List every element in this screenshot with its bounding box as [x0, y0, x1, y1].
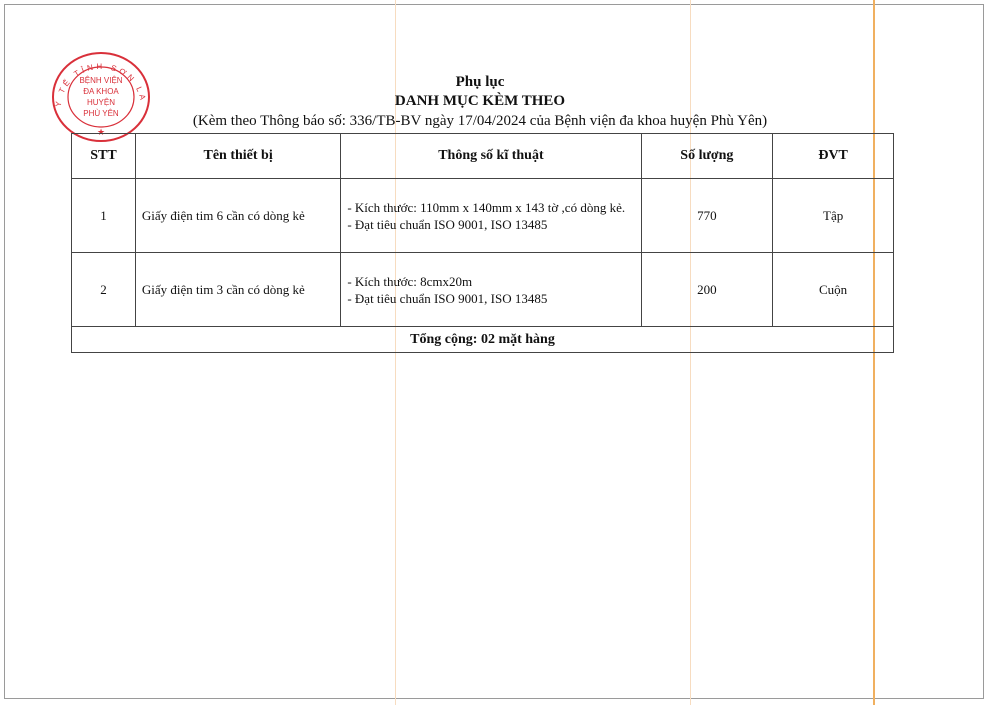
row-specs — [341, 179, 641, 253]
row-specs — [341, 253, 641, 327]
document-subtitle: (Kèm theo Thông báo số: 336/TB-BV ngày 17/04/2024 của Bệnh viện đa khoa huyện Phù Yên) — [192, 113, 768, 129]
total-label: Tổng cộng: 02 mặt hàng — [72, 327, 894, 353]
row-stt: 1 — [72, 179, 136, 253]
table-row — [72, 179, 894, 253]
stamp-ring-text: Y TẾ TỈNH SƠN LA — [53, 61, 148, 108]
column-header-unit: ĐVT — [773, 134, 894, 179]
row-quantity: 770 — [641, 179, 773, 253]
column-header-name: Tên thiết bị — [135, 134, 340, 179]
table-header-row — [72, 134, 894, 179]
row-unit: Tập — [773, 179, 894, 253]
stamp-line: BỆNH VIỆN — [79, 76, 123, 85]
row-quantity: 200 — [641, 253, 773, 327]
column-header-specs: Thông số kĩ thuật — [341, 134, 641, 179]
spec-line: - Đạt tiêu chuẩn ISO 9001, ISO 13485 — [347, 216, 548, 232]
stamp-line: HUYỆN — [86, 98, 116, 107]
row-unit: Cuộn — [773, 253, 894, 327]
spec-line: - Kích thước: 8cmx20m — [347, 273, 473, 289]
document-title: DANH MỤC KÈM THEO — [394, 93, 566, 109]
equipment-table — [71, 133, 894, 353]
table-total-row — [72, 327, 894, 353]
column-header-quantity: Số lượng — [641, 134, 773, 179]
row-stt: 2 — [72, 253, 136, 327]
table-row — [72, 253, 894, 327]
row-name: Giấy điện tim 3 cần có dòng kẻ — [135, 253, 340, 327]
stamp-line: PHÙ YÊN — [83, 109, 119, 118]
stamp-star-icon: ★ — [96, 127, 106, 137]
appendix-label: Phụ lục — [455, 74, 505, 90]
stamp-line: ĐA KHOA — [83, 87, 119, 96]
row-name: Giấy điện tim 6 cần có dòng kẻ — [135, 179, 340, 253]
column-header-stt: STT — [72, 134, 136, 179]
hospital-stamp — [45, 47, 157, 142]
spec-line: - Kích thước: 110mm x 140mm x 143 tờ ,có dòng kẻ. — [347, 199, 626, 215]
spec-line: - Đạt tiêu chuẩn ISO 9001, ISO 13485 — [347, 290, 548, 306]
